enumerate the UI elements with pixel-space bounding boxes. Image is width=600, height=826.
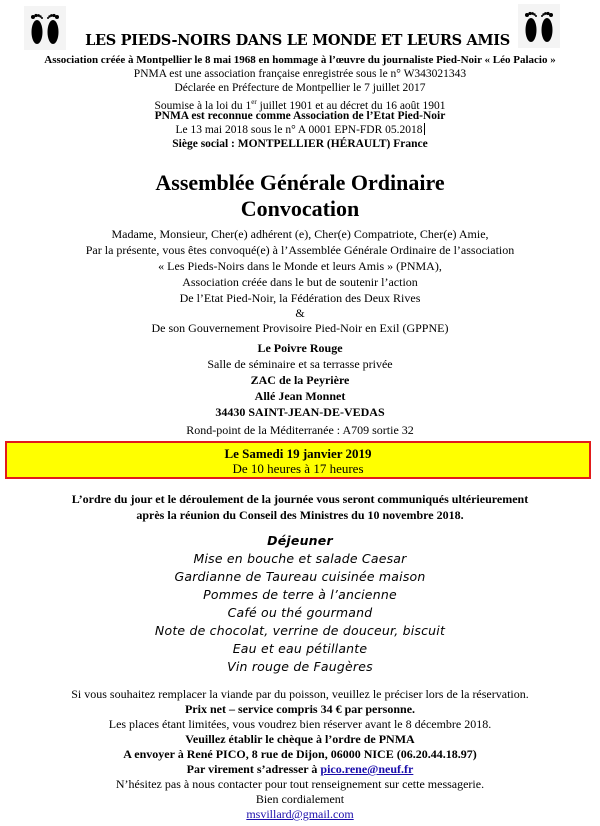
transfer-email-link[interactable]: pico.rene@neuf.fr	[320, 762, 414, 776]
intro-line: « Les Pieds-Noirs dans le Monde et leurs Amis » (PNMA),	[158, 259, 442, 273]
founding-line: Association créée à Montpellier le 8 mai 1968 en hommage à l’œuvre du journaliste Pied-Noir « Léo Palacio »	[44, 54, 556, 66]
menu-item: Café ou thé gourmand	[227, 605, 373, 620]
venue-room: Salle de séminaire et sa terrasse privée	[207, 357, 393, 371]
venue-city: 34430 SAINT-JEAN-DE-VEDAS	[215, 405, 385, 419]
intro-line: De son Gouvernement Provisoire Pied-Noir en Exil (GPPNE)	[151, 321, 449, 335]
law-suffix: juillet 1901 et au décret du 16 août 1901	[256, 99, 446, 112]
signature-line	[0, 806, 600, 822]
contact-line: N’hésitez pas à nous contacter pour tout renseignement sur cette messagerie.	[115, 777, 485, 791]
bare-feet-icon	[24, 6, 66, 50]
event-hours: De 10 heures à 17 heures	[232, 461, 364, 476]
menu-item: Vin rouge de Faugères	[227, 659, 373, 674]
page-title: Assemblée Générale Ordinaire	[155, 170, 445, 195]
fish-option-note: Si vous souhaitez remplacer la viande par du poisson, veuillez le préciser lors de la réservation.	[71, 687, 529, 701]
menu-item: Note de chocolat, verrine de douceur, biscuit	[154, 623, 446, 638]
registration-line: PNMA est une association française enregistrée sous le n° W343021343	[133, 68, 467, 80]
bare-feet-icon-left	[24, 6, 66, 50]
intro-line: &	[295, 306, 305, 320]
page-subtitle: Convocation	[240, 196, 360, 221]
lunch-title: Déjeuner	[267, 533, 333, 548]
law-superscript: er	[251, 98, 257, 106]
venue-directions: Rond-point de la Méditerranée : A709 sortie 32	[186, 423, 414, 437]
intro-line: Association créée dans le but de soutenir l’action	[182, 275, 418, 289]
head-office-line: Siège social : MONTPELLIER (HÉRAULT) France	[172, 138, 428, 150]
text-cursor	[424, 123, 425, 135]
law-prefix: Soumise à la loi du 1	[154, 99, 252, 112]
intro-line: De l’Etat Pied-Noir, la Fédération des Deux Rives	[179, 291, 421, 305]
venue-name: Le Poivre Rouge	[257, 341, 343, 355]
closing-line: Bien cordialement	[255, 792, 345, 806]
recognition-date-line	[0, 123, 600, 137]
signature-email-link[interactable]: msvillard@gmail.com	[246, 807, 354, 821]
reservation-deadline: Les places étant limitées, vous voudrez bien réserver avant le 8 décembre 2018.	[108, 717, 492, 731]
send-address: A envoyer à René PICO, 8 rue de Dijon, 06000 NICE (06.20.44.18.97)	[123, 747, 477, 761]
recognition-date: Le 13 mai 2018 sous le n° A 0001 EPN-FDR 05.2018	[175, 124, 423, 136]
venue-zone: ZAC de la Peyrière	[250, 373, 350, 387]
menu-item: Mise en bouche et salade Caesar	[193, 551, 407, 566]
cheque-line: Veuillez établir le chèque à l’ordre de PNMA	[185, 732, 415, 746]
menu-item: Pommes de terre à l’ancienne	[203, 587, 397, 602]
event-date: Le Samedi 19 janvier 2019	[224, 446, 372, 461]
event-date-box	[5, 441, 591, 479]
intro-line: Madame, Monsieur, Cher(e) adhérent (e), Cher(e) Compatriote, Cher(e) Amie,	[111, 227, 489, 241]
menu-item: Gardianne de Taureau cuisinée maison	[174, 569, 426, 584]
agenda-line: après la réunion du Conseil des Ministres du 10 novembre 2018.	[136, 508, 464, 522]
declaration-line: Déclarée en Préfecture de Montpellier le 7 juillet 2017	[174, 82, 426, 94]
transfer-prefix: Par virement s’adresser à	[186, 762, 321, 776]
agenda-line: L’ordre du jour et le déroulement de la journée vous seront communiqués ultérieurement	[71, 492, 529, 506]
menu-item: Eau et eau pétillante	[232, 641, 368, 656]
intro-line: Par la présente, vous êtes convoqué(e) à l’Assemblée Générale Ordinaire de l’association	[85, 243, 515, 257]
venue-street: Allé Jean Monnet	[254, 389, 346, 403]
recognition-line: PNMA est reconnue comme Association de l’Etat Pied-Noir	[154, 110, 446, 122]
price-line: Prix net – service compris 34 € par personne.	[184, 702, 416, 716]
association-title: LES PIEDS-NOIRS DANS LE MONDE ET LEURS AMIS	[85, 32, 510, 49]
transfer-line	[0, 761, 600, 777]
